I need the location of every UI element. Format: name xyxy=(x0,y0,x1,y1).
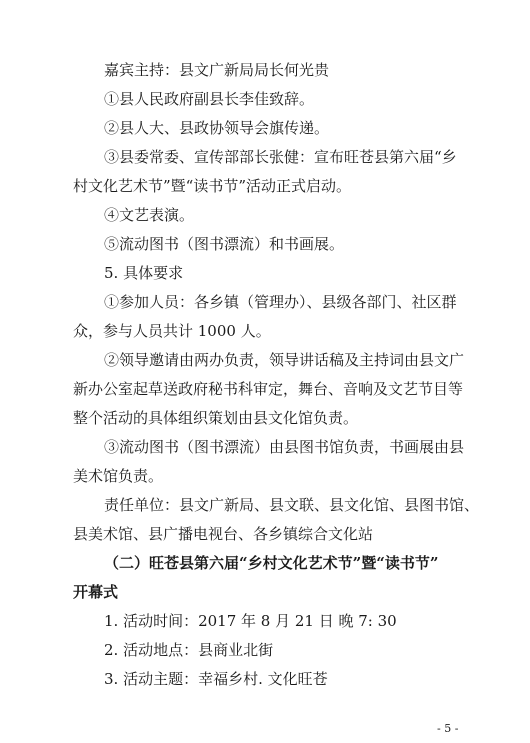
agenda-item-4: ④文艺表演。 xyxy=(104,206,195,224)
host-line: 嘉宾主持：县文广新局局长何光贵 xyxy=(104,61,330,79)
requirement-3-line-2: 美术馆负责。 xyxy=(73,467,164,485)
responsible-units-line-1: 责任单位：县文广新局、县文联、县文化馆、县图书馆、 xyxy=(104,496,480,514)
requirement-1-line-2: 众，参与人员共计 1000 人。 xyxy=(73,322,271,340)
requirement-3-line-1: ③流动图书（图书漂流）由县图书馆负责，书画展由县 xyxy=(104,438,465,456)
requirement-2-line-1: ②领导邀请由两办负责，领导讲话稿及主持词由县文广 xyxy=(104,351,465,369)
responsible-units-line-2: 县美术馆、县广播电视台、各乡镇综合文化站 xyxy=(73,525,374,543)
agenda-item-2: ②县人大、县政协领导会旗传递。 xyxy=(104,119,330,137)
requirement-1-line-1: ①参加人员：各乡镇（管理办）、县级各部门、社区群 xyxy=(104,293,457,311)
agenda-item-3-line-2: 村文化艺术节”暨“读书节”活动正式启动。 xyxy=(73,177,352,195)
event-location: 2. 活动地点：县商业北街 xyxy=(104,641,274,659)
agenda-item-3-line-1: ③县委常委、宣传部部长张健：宣布旺苍县第六届“乡 xyxy=(104,148,457,166)
requirement-2-line-3: 整个活动的具体组织策划由县文化馆负责。 xyxy=(73,409,359,427)
requirement-2-line-2: 新办公室起草送政府秘书科审定，舞台、音响及文艺节目等 xyxy=(73,380,464,398)
page-number: - 5 - xyxy=(437,722,459,735)
event-theme: 3. 活动主题：幸福乡村. 文化旺苍 xyxy=(104,670,328,688)
section-heading-requirements: 5. 具体要求 xyxy=(104,264,184,282)
agenda-item-5: ⑤流动图书（图书漂流）和书画展。 xyxy=(104,235,345,253)
section-title-line-1: （二）旺苍县第六届“乡村文化艺术节”暨“读书节” xyxy=(104,554,439,572)
agenda-item-1: ①县人民政府副县长李佳致辞。 xyxy=(104,90,315,108)
event-time: 1. 活动时间：2017 年 8 月 21 日 晚 7: 30 xyxy=(104,612,397,630)
section-title-line-2: 开幕式 xyxy=(73,583,119,601)
